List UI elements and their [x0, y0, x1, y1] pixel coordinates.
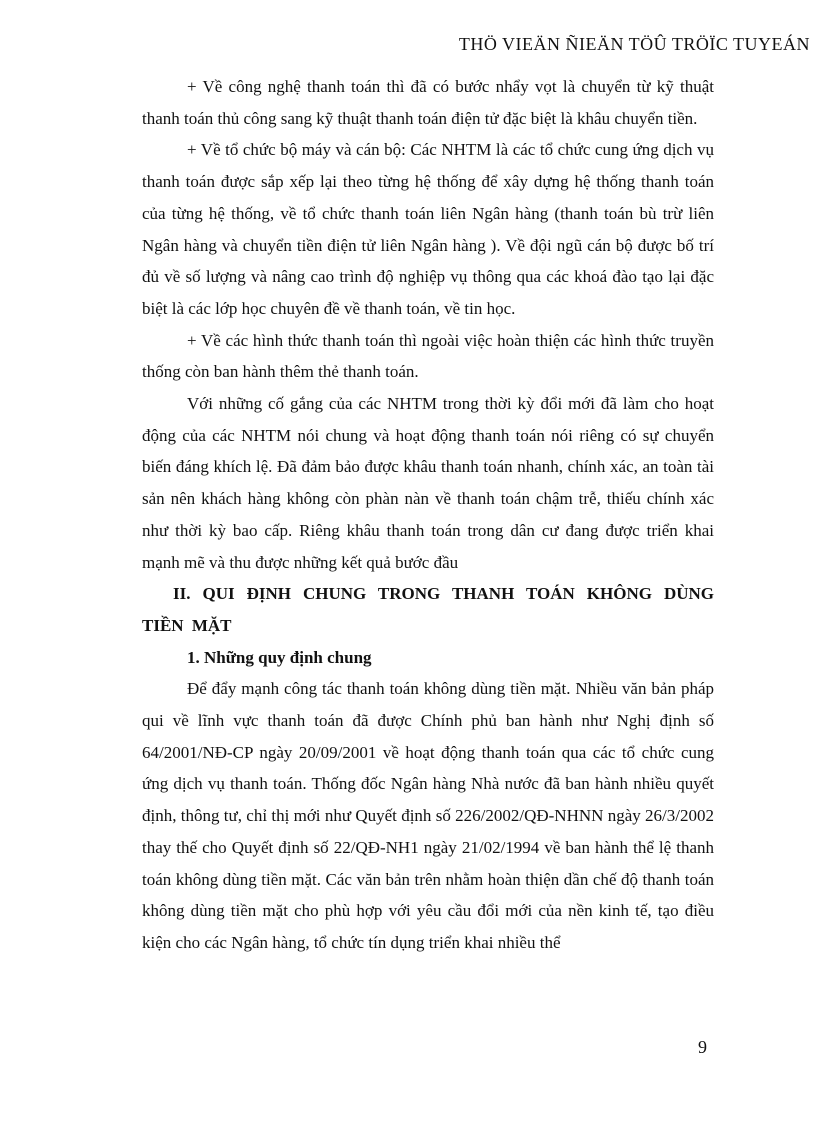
section-heading: II. QUI ĐỊNH CHUNG TRONG THANH TOÁN KHÔNG DÙNG TIỀN MẶT [142, 584, 714, 635]
paragraph-organization-staff: + Về tổ chức bộ máy và cán bộ: Các NHTM là các tổ chức cung ứng dịch vụ thanh toán được sắp xếp lại theo từng hệ thống để xây dựng hệ thống thanh toán của từng hệ thống, về tổ chức thanh toán liên Ngân hàng (thanh toán bù trừ liên Ngân hàng và chuyển tiền điện tử liên Ngân hàng ). Về đội ngũ cán bộ được bố trí đủ về số lượng và nâng cao trình độ nghiệp vụ thông qua các khoá đào tạo lại đặc biệt là các lớp học chuyên đề về thanh toán, về tin học. [142, 140, 714, 318]
paragraph-payment-technology: + Về công nghệ thanh toán thì đã có bước nhẩy vọt là chuyển từ kỹ thuật thanh toán thủ công sang kỹ thuật thanh toán điện tử đặc biệt là khâu chuyển tiền. [142, 77, 714, 128]
page-header: THÖ VIEÄN ÑIEÄN TÖÛ TRÖÏC TUYEÁN [458, 34, 810, 54]
paragraph-payment-forms: + Về các hình thức thanh toán thì ngoài việc hoàn thiện các hình thức truyền thống còn ban hành thêm thẻ thanh toán. [142, 330, 714, 382]
document-body [142, 71, 714, 959]
subsection-heading: 1. Những quy định chung [187, 647, 372, 667]
page-number: 9 [698, 1037, 707, 1057]
paragraph-regulations: Để đẩy mạnh công tác thanh toán không dùng tiền mặt. Nhiều văn bản pháp qui về lĩnh vực thanh toán đã được Chính phủ ban hành như Nghị định số 64/2001/NĐ-CP ngày 20/09/2001 về hoạt động thanh toán qua các tổ chức cung ứng dịch vụ thanh toán. Thống đốc Ngân hàng Nhà nước đã ban hành nhiều quyết định, thông tư, chỉ thị mới như Quyết định số 226/2002/QĐ-NHNN ngày 26/3/2002 thay thế cho Quyết định số 22/QĐ-NH1 ngày 21/02/1994 về ban hành thể lệ thanh toán không dùng tiền mặt. Các văn bản trên nhằm hoàn thiện dần chế độ thanh toán không dùng tiền mặt cho phù hợp với yêu cầu đổi mới của nền kinh tế, tạo điều kiện cho các Ngân hàng, tổ chức tín dụng triển khai nhiều thể [142, 679, 714, 952]
paragraph-reform-results: Với những cố gắng của các NHTM trong thời kỳ đổi mới đã làm cho hoạt động của các NHTM nói chung và hoạt động thanh toán nói riêng có sự chuyển biến đáng khích lệ. Đã đảm bảo được khâu thanh toán nhanh, chính xác, an toàn tài sản nên khách hàng không còn phàn nàn về thanh toán chậm trễ, thiếu chính xác như thời kỳ bao cấp. Riêng khâu thanh toán trong dân cư đang được triển khai mạnh mẽ và thu được những kết quả bước đầu [142, 394, 714, 572]
